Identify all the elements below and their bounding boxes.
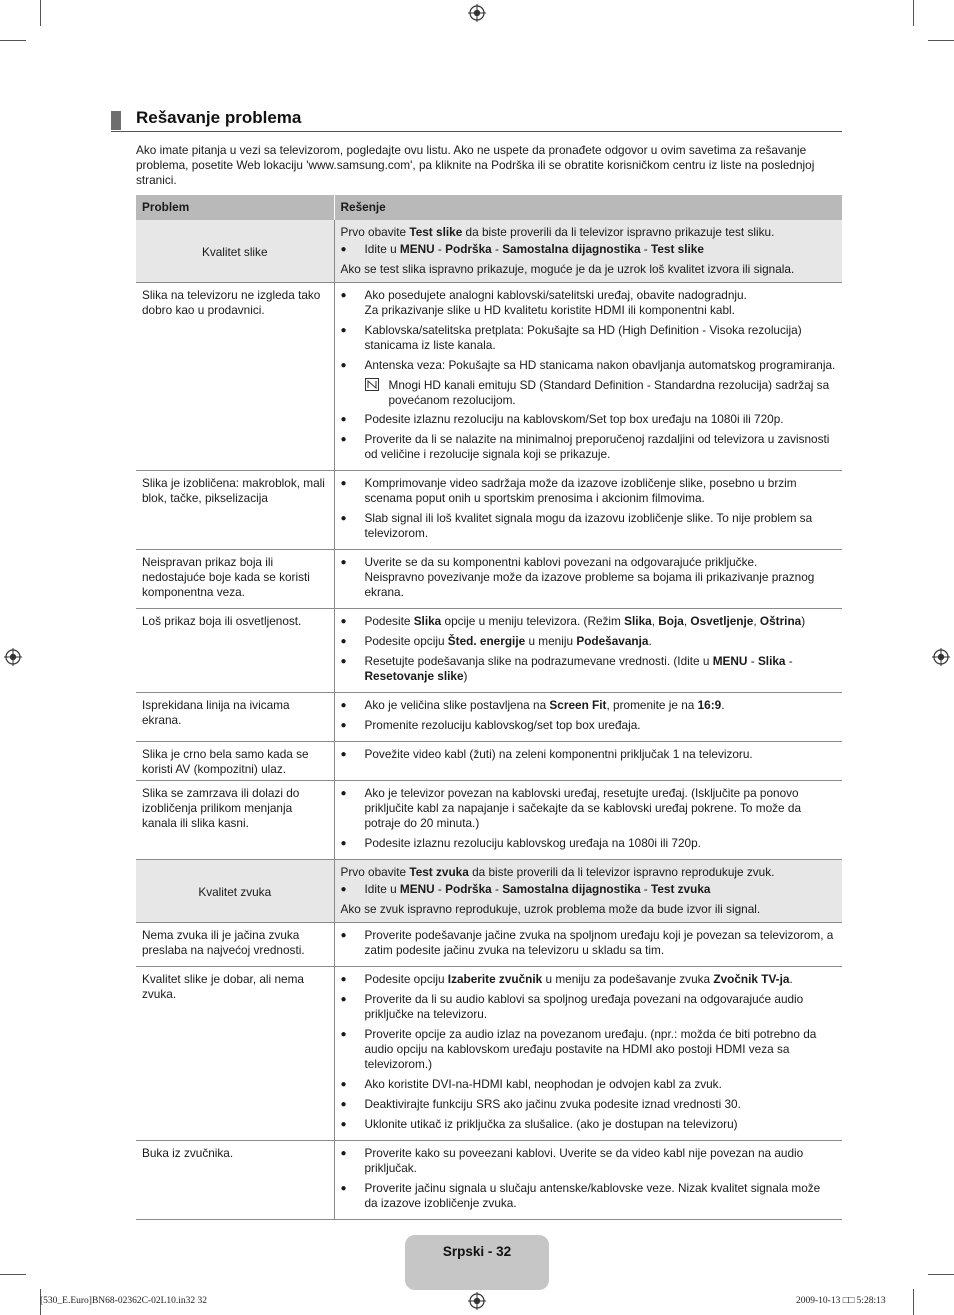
page-number: Srpski - 32 — [442, 1244, 512, 1259]
list-item: ● Podesite opciju Izaberite zvučnik u meniju za podešavanje zvuka Zvočnik TV-ja. — [340, 972, 793, 986]
list-item: ● Ako posedujete analogni kablovski/satelitski uređaj, obavite nadogradnju. Za prikazivanje slike u HD kvalitetu koristite HDMI ili komponentni kabl. — [340, 288, 747, 317]
list-item: ● Povežite video kabl (žuti) na zeleni komponentni priključak 1 na televizoru. — [340, 747, 753, 761]
list-item: ● Proverite da li se nalazite na minimalnoj preporučenoj razdaljini od televizora u zavisnosti od veličine i rezolucije signala koji se prikazuje. — [340, 432, 830, 461]
solution-line: Prvo obavite Test zvuka da biste proverili da li televizor ispravno reprodukuje zvuk. — [340, 865, 775, 879]
list-item: ● Proverite kako su poveezani kablovi. Uverite se da video kabl nije povezan na audio priključak. — [340, 1146, 804, 1175]
list-item: ● Podesite Slika opcije u meniju televizora. (Režim Slika, Boja, Osvetljenje, Oštrina) — [340, 614, 806, 628]
table-row — [136, 693, 842, 742]
table-row — [136, 967, 842, 1141]
solution-cell — [334, 923, 842, 967]
table-row — [136, 781, 842, 860]
table-row — [136, 550, 842, 609]
solution-line: Ako se test slika ispravno prikazuje, moguće je da je uzrok loš kvalitet izvora ili signala. — [340, 262, 795, 276]
problem-cell: Slika je izobličena: makroblok, mali blok, tačke, pikselizacija — [136, 471, 334, 550]
page-number-tab — [405, 1235, 549, 1290]
crop-mark — [928, 1274, 954, 1275]
solution-cell — [334, 860, 842, 923]
bullet-icon: ● — [340, 1099, 347, 1110]
list-item: ● Slab signal ili loš kvalitet signala mogu da izazovu izobličenje slike. To nije problem sa televizorom. — [340, 511, 813, 540]
table-row — [136, 923, 842, 967]
title-marker — [111, 111, 121, 130]
bullet-icon: ● — [340, 244, 347, 255]
bullet-icon: ● — [340, 513, 347, 524]
list-item: ● Ako koristite DVI-na-HDMI kabl, neophodan je odvojen kabl za zvuk. — [340, 1077, 722, 1091]
bullet-icon: ● — [340, 749, 347, 760]
problem-cell: Isprekidana linija na ivicama ekrana. — [136, 693, 334, 742]
note: Mnogi HD kanali emituju SD (Standard Definition - Standardna rezolucija) sadržaj sa povećanom rezolucijom. — [365, 378, 837, 408]
note-icon — [365, 378, 389, 408]
table-row — [136, 220, 842, 283]
solution-cell — [334, 471, 842, 550]
list-item: ● Podesite opciju Šted. energije u meniju Podešavanja. — [340, 634, 652, 648]
bullet-icon: ● — [340, 838, 347, 849]
problem-cell: Nema zvuka ili je jačina zvuka preslaba na najvećoj vrednosti. — [136, 923, 334, 967]
registration-mark-icon — [468, 4, 486, 22]
solution-cell — [334, 283, 842, 471]
bullet-icon: ● — [340, 1183, 347, 1194]
list-item: ● Proverite da li su audio kablovi sa spoljnog uređaja povezani na odgovarajuće audio priključke na televizoru. — [340, 992, 804, 1021]
bullet-icon: ● — [340, 1148, 347, 1159]
bullet-icon: ● — [340, 700, 347, 711]
list-item: ● Ako je veličina slike postavljena na Screen Fit, promenite je na 16:9. — [340, 698, 725, 712]
bullet-icon: ● — [340, 616, 347, 627]
table-row — [136, 742, 842, 781]
problem-cell: Slika na televizoru ne izgleda tako dobro kao u prodavnici. — [136, 283, 334, 471]
bullet-icon: ● — [340, 1119, 347, 1130]
bullet-icon: ● — [340, 325, 347, 336]
solution-cell — [334, 693, 842, 742]
registration-mark-icon — [932, 648, 950, 666]
column-header-solution: Rešenje — [334, 195, 842, 220]
list-item: ● Ako je televizor povezan na kablovski uređaj, resetujte uređaj. (Isključite pa ponovo priključite kabl za napajanje i sačekajte da se kablovski uređaj pokrene. To može da potraje do 20 minuta.) — [340, 786, 802, 830]
problem-cell: Loš prikaz boja ili osvetljenost. — [136, 609, 334, 693]
section-header — [111, 108, 842, 132]
column-header-problem: Problem — [136, 195, 334, 220]
list-item: ● Proverite podešavanje jačine zvuka na spoljnom uređaju koji je povezan sa televizorom, a zatim podesite jačinu zvuka na televizoru u skladu sa tim. — [340, 928, 834, 957]
bullet-icon: ● — [340, 1029, 347, 1040]
table-row — [136, 609, 842, 693]
bullet-icon: ● — [340, 557, 347, 568]
crop-mark — [913, 1289, 914, 1315]
registration-mark-icon — [4, 648, 22, 666]
crop-mark — [928, 40, 954, 41]
list-item: ● Uklonite utikač iz priključka za slušalice. (ako je dostupan na televizoru) — [340, 1117, 738, 1131]
solution-line: Prvo obavite Test slike da biste proverili da li televizor ispravno prikazuje test sliku. — [340, 225, 775, 239]
list-item: ● Uverite se da su komponentni kablovi povezani na odgovarajuće priključke. Neispravno povezivanje može da izazove probleme sa bojama ili prikazivanje praznog ekrana. — [340, 555, 815, 599]
bullet-icon: ● — [340, 434, 347, 445]
bullet-icon: ● — [340, 478, 347, 489]
solution-cell — [334, 220, 842, 283]
list-item: ● Resetujte podešavanja slike na podrazumevane vrednosti. (Idite u MENU - Slika - Resetovanje slike) — [340, 654, 793, 683]
bullet-icon: ● — [340, 884, 347, 895]
solution-cell — [334, 1141, 842, 1220]
crop-mark — [0, 1274, 26, 1275]
list-item: ● Podesite izlaznu rezoluciju kablovskog uređaja na 1080i ili 720p. — [340, 836, 701, 850]
print-timestamp: 2009-10-13 □□ 5:28:13 — [796, 1296, 886, 1306]
list-item: ● Deaktivirajte funkciju SRS ako jačinu zvuka podesite iznad vrednosti 30. — [340, 1097, 741, 1111]
bullet-icon: ● — [340, 788, 347, 799]
registration-mark-icon — [468, 1292, 486, 1310]
crop-mark — [0, 40, 26, 41]
table-row — [136, 1141, 842, 1220]
bullet-icon: ● — [340, 360, 347, 371]
bullet-icon: ● — [340, 636, 347, 647]
list-item: ● Promenite rezoluciju kablovskog/set top box uređaja. — [340, 718, 641, 732]
bullet-icon: ● — [340, 974, 347, 985]
list-item: ● Podesite izlaznu rezoluciju na kablovskom/Set top box uređaju na 1080i ili 720p. — [340, 412, 784, 426]
crop-mark — [40, 0, 41, 26]
bullet-icon: ● — [340, 930, 347, 941]
solution-cell — [334, 742, 842, 781]
page-title: Rešavanje problema — [136, 108, 302, 127]
bullet-icon: ● — [340, 656, 347, 667]
problem-cell: Kvalitet slike je dobar, ali nema zvuka. — [136, 967, 334, 1141]
list-item: ● Proverite jačinu signala u slučaju antenske/kablovske veze. Nizak kvalitet signala može da izazove izobličenje zvuka. — [340, 1181, 821, 1210]
list-item: ● Kablovska/satelitska pretplata: Pokušajte sa HD (High Definition - Visoka rezolucija) stanicama iz liste kanala. — [340, 323, 802, 352]
bullet-icon: ● — [340, 720, 347, 731]
print-info: [530_E.Euro]BN68-02362C-02L10.in32 32 — [40, 1296, 208, 1306]
table-row — [136, 283, 842, 471]
list-item: ● Proverite opcije za audio izlaz na povezanom uređaju. (npr.: možda će biti potrebno da audio opciju na kablovskom uređaju postavite na HDMI ako postoji HDMI veza sa televizorom.) — [340, 1027, 817, 1071]
problem-cell: Kvalitet zvuka — [136, 860, 334, 923]
bullet-icon: ● — [340, 414, 347, 425]
solution-cell — [334, 967, 842, 1141]
table-header-row — [136, 195, 842, 220]
list-item: ● Komprimovanje video sadržaja može da izazove izobličenje slike, posebno u brzim scenama poput onih u sportskim prenosima i akcionim filmovima. — [340, 476, 797, 505]
list-item: ● Idite u MENU - Podrška - Samostalna dijagnostika - Test zvuka — [340, 882, 711, 896]
solution-cell — [334, 609, 842, 693]
bullet-icon: ● — [340, 994, 347, 1005]
problem-cell: Buka iz zvučnika. — [136, 1141, 334, 1220]
problem-cell: Slika se zamrzava ili dolazi do izobličenja prilikom menjanja kanala ili slika kasni. — [136, 781, 334, 860]
bullet-icon: ● — [340, 1079, 347, 1090]
problem-cell: Kvalitet slike — [136, 220, 334, 283]
list-item: ● Idite u MENU - Podrška - Samostalna dijagnostika - Test slike — [340, 242, 704, 256]
problem-cell: Neispravan prikaz boja ili nedostajuće boje kada se koristi komponentna veza. — [136, 550, 334, 609]
table-row — [136, 860, 842, 923]
table-row — [136, 471, 842, 550]
bullet-icon: ● — [340, 290, 347, 301]
solution-cell — [334, 781, 842, 860]
intro-paragraph: Ako imate pitanja u vezi sa televizorom, pogledajte ovu listu. Ako ne uspete da pronađete odgovor u ovim savetima za rešavanje problema, posetite Web lokaciju 'www.samsung.com', pa kliknite na Podrška ili se obratite korisničkom centru iz liste na poslednjoj stranici. — [136, 143, 815, 187]
solution-line: Ako se zvuk ispravno reprodukuje, uzrok problema može da bude izvor ili signal. — [340, 902, 761, 916]
solution-cell — [334, 550, 842, 609]
troubleshooting-table — [136, 195, 842, 1220]
problem-cell: Slika je crno bela samo kada se koristi AV (kompozitni) ulaz. — [136, 742, 334, 781]
crop-mark — [913, 0, 914, 26]
list-item: ● Antenska veza: Pokušajte sa HD stanicama nakon obavljanja automatskog programiranja. — [340, 358, 836, 372]
